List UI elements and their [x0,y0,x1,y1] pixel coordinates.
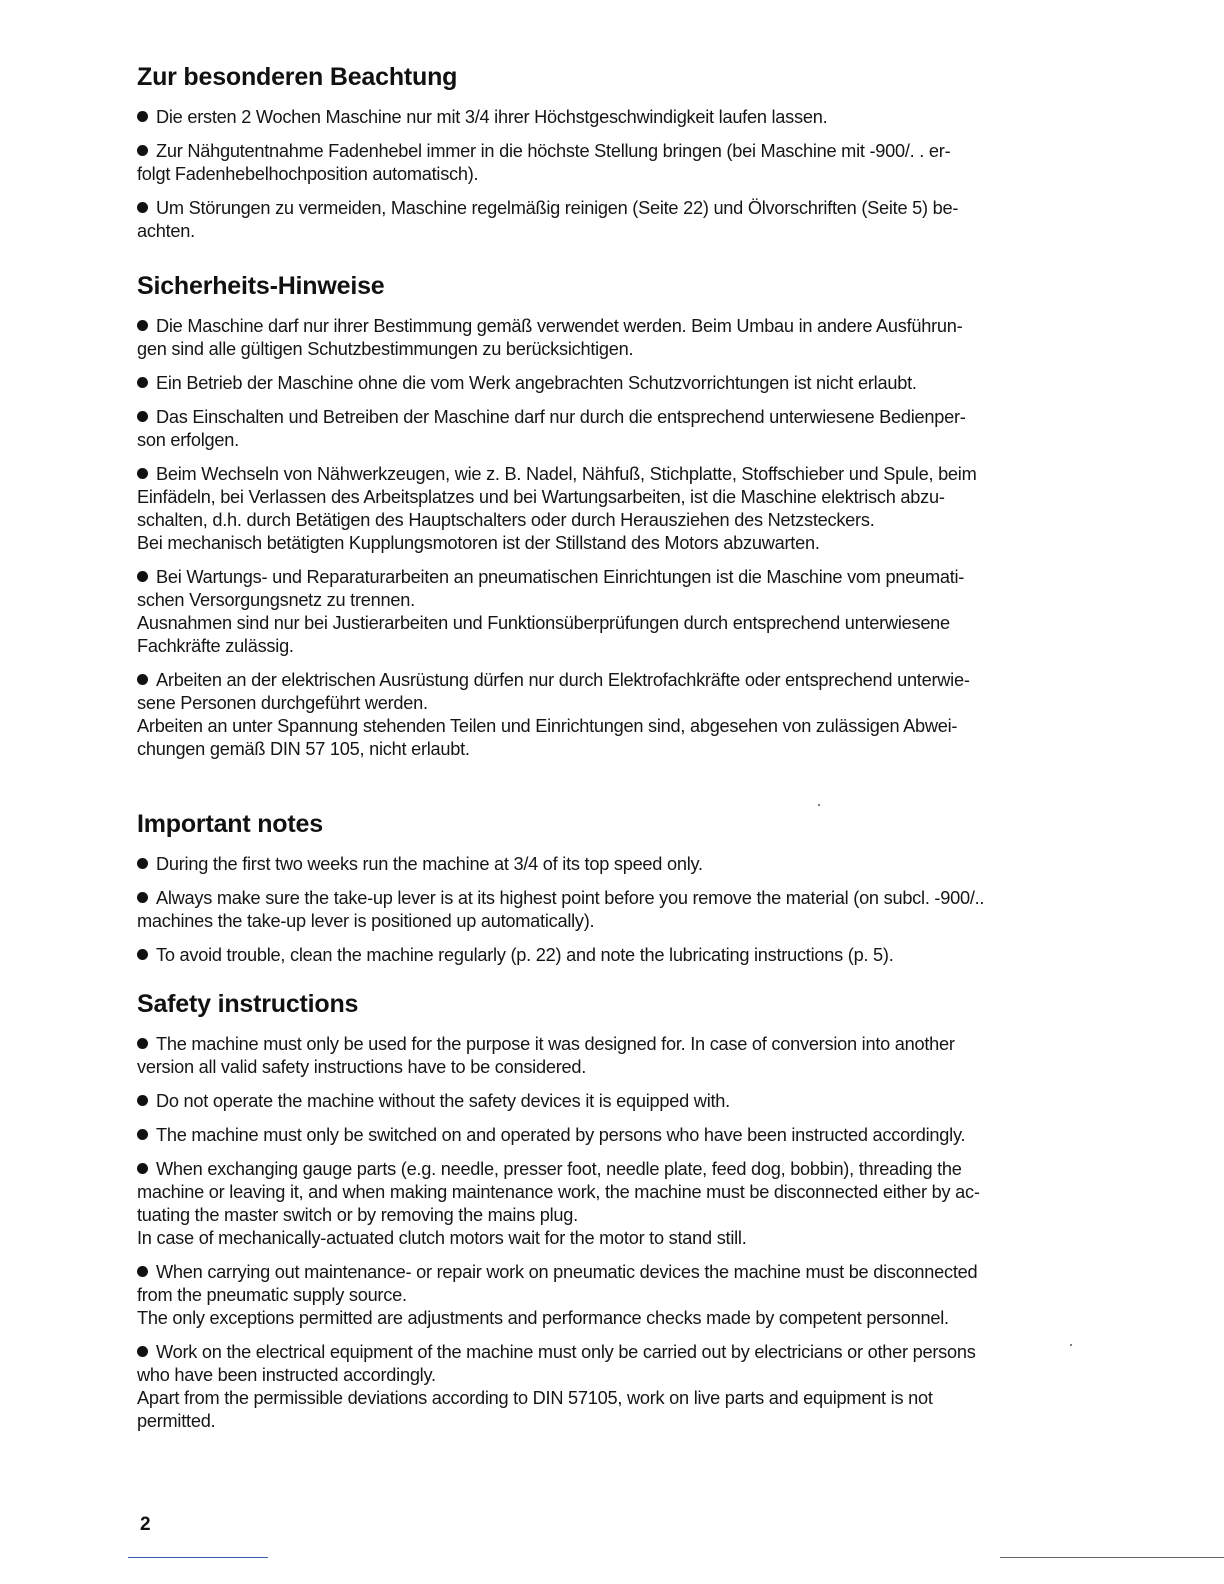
text-line: gen sind alle gültigen Schutzbestimmungen zu berücksichtigen. [137,339,634,359]
bullet-item [137,1033,1117,1079]
text-line: Die Maschine darf nur ihrer Bestimmung gemäß verwendet werden. Beim Umbau in andere Ausführun- [156,316,963,336]
text-line: achten. [137,221,195,241]
bullet-icon [137,1266,148,1277]
text-line: Zur Nähgutentnahme Fadenhebel immer in die höchste Stellung bringen (bei Maschine mit -900/. . er- [156,141,951,161]
text-line: schalten, d.h. durch Betätigen des Hauptschalters oder durch Herausziehen des Netzsteckers. [137,510,875,530]
text-line: folgt Fadenhebelhochposition automatisch). [137,164,479,184]
bullet-item [137,1261,1117,1330]
section [137,989,1117,1433]
document-body [137,62,1117,1433]
text-line: machines the take-up lever is positioned up automatically). [137,911,595,931]
bullet-item [137,197,1117,243]
text-line: Bei mechanisch betätigten Kupplungsmotoren ist der Stillstand des Motors abzuwarten. [137,533,820,553]
bullet-item [137,944,1117,967]
text-line: Ausnahmen sind nur bei Justierarbeiten und Funktionsüberprüfungen durch entsprechend unterwiesene [137,613,950,633]
text-line: chungen gemäß DIN 57 105, nicht erlaubt. [137,739,470,759]
text-line: son erfolgen. [137,430,239,450]
text-line: permitted. [137,1411,216,1431]
bullet-icon [137,145,148,156]
bullet-item [137,406,1117,452]
text-line: The machine must only be used for the purpose it was designed for. In case of conversion into another [156,1034,955,1054]
bullet-icon [137,1346,148,1357]
page-number: 2 [140,1514,151,1535]
text-line: Ein Betrieb der Maschine ohne die vom Werk angebrachten Schutzvorrichtungen ist nicht erlaubt. [156,373,917,393]
text-line: Work on the electrical equipment of the machine must only be carried out by electricians or other persons [156,1342,976,1362]
text-line: who have been instructed accordingly. [137,1365,436,1385]
bullet-icon [137,411,148,422]
section [137,271,1117,761]
section-title: Safety instructions [137,990,359,1018]
bullet-item [137,853,1117,876]
section-title: Zur besonderen Beachtung [137,63,458,91]
text-line: In case of mechanically-actuated clutch motors wait for the motor to stand still. [137,1228,747,1248]
section [137,62,1117,243]
bottom-rule-right [1000,1557,1224,1558]
text-line: Einfädeln, bei Verlassen des Arbeitsplatzes und bei Wartungsarbeiten, ist die Maschine elektrisch abzu- [137,487,945,507]
bullet-item [137,140,1117,186]
bullet-item [137,1090,1117,1113]
text-line: Die ersten 2 Wochen Maschine nur mit 3/4 ihrer Höchstgeschwindigkeit laufen lassen. [156,107,828,127]
bullet-item [137,372,1117,395]
text-line: sene Personen durchgeführt werden. [137,693,428,713]
bullet-item [137,669,1117,761]
scan-speck [818,804,820,806]
bullet-icon [137,1095,148,1106]
text-line: Bei Wartungs- und Reparaturarbeiten an pneumatischen Einrichtungen ist die Maschine vom pneumati- [156,567,965,587]
bullet-icon [137,202,148,213]
text-line: During the first two weeks run the machine at 3/4 of its top speed only. [156,854,703,874]
bullet-icon [137,111,148,122]
text-line: When carrying out maintenance- or repair work on pneumatic devices the machine must be disconnected [156,1262,978,1282]
text-line: Um Störungen zu vermeiden, Maschine regelmäßig reinigen (Seite 22) und Ölvorschriften (Seite 5) be- [156,198,959,218]
text-line: To avoid trouble, clean the machine regularly (p. 22) and note the lubricating instructions (p. 5). [156,945,894,965]
bullet-icon [137,1163,148,1174]
document-page [137,62,1117,1444]
section-title: Sicherheits-Hinweise [137,272,385,300]
text-line: When exchanging gauge parts (e.g. needle, presser foot, needle plate, feed dog, bobbin), threading the [156,1159,962,1179]
bullet-item [137,1124,1117,1147]
bullet-item [137,106,1117,129]
text-line: schen Versorgungsnetz zu trennen. [137,590,415,610]
bullet-icon [137,468,148,479]
text-line: Apart from the permissible deviations according to DIN 57105, work on live parts and equipment is not [137,1388,933,1408]
text-line: Arbeiten an der elektrischen Ausrüstung dürfen nur durch Elektrofachkräfte oder entsprechend unterwie- [156,670,970,690]
bullet-icon [137,858,148,869]
section [137,809,1117,967]
bullet-item [137,315,1117,361]
section-title: Important notes [137,810,323,838]
text-line: Beim Wechseln von Nähwerkzeugen, wie z. B. Nadel, Nähfuß, Stichplatte, Stoffschieber und Spule, beim [156,464,977,484]
text-line: tuating the master switch or by removing the mains plug. [137,1205,578,1225]
bullet-item [137,1341,1117,1433]
bullet-icon [137,949,148,960]
bullet-icon [137,377,148,388]
bullet-item [137,566,1117,658]
bullet-icon [137,1129,148,1140]
bullet-icon [137,571,148,582]
text-line: from the pneumatic supply source. [137,1285,407,1305]
text-line: machine or leaving it, and when making maintenance work, the machine must be disconnected either by ac- [137,1182,980,1202]
bullet-item [137,1158,1117,1250]
bottom-rule-left [128,1557,268,1558]
text-line: Always make sure the take-up lever is at its highest point before you remove the material (on subcl. -900/.. [156,888,985,908]
bullet-icon [137,892,148,903]
text-line: The only exceptions permitted are adjustments and performance checks made by competent personnel. [137,1308,949,1328]
bullet-icon [137,320,148,331]
scan-speck [1070,1344,1072,1346]
text-line: Fachkräfte zulässig. [137,636,294,656]
bullet-item [137,887,1117,933]
text-line: Arbeiten an unter Spannung stehenden Teilen und Einrichtungen sind, abgesehen von zulässigen Abwei- [137,716,958,736]
bullet-item [137,463,1117,555]
text-line: The machine must only be switched on and operated by persons who have been instructed accordingly. [156,1125,966,1145]
text-line: Das Einschalten und Betreiben der Maschine darf nur durch die entsprechend unterwiesene Bedienper- [156,407,966,427]
bullet-icon [137,674,148,685]
text-line: Do not operate the machine without the safety devices it is equipped with. [156,1091,730,1111]
text-line: version all valid safety instructions have to be considered. [137,1057,587,1077]
bullet-icon [137,1038,148,1049]
